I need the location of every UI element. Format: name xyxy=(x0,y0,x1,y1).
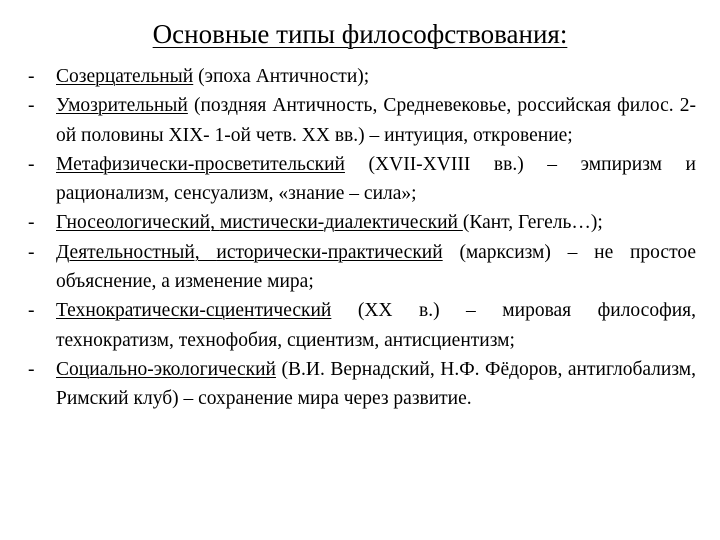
bullet-dash: - xyxy=(28,300,35,322)
slide-title: Основные типы философствования: xyxy=(152,19,568,49)
type-name: Технократически-сциентический xyxy=(56,300,332,322)
bullet-dash: - xyxy=(28,95,35,117)
bullet-dash: - xyxy=(28,358,35,380)
list-item-text xyxy=(56,91,696,150)
type-description: (эпоха Античности); xyxy=(193,66,370,87)
list-item xyxy=(0,238,720,297)
list-item-text xyxy=(56,62,696,91)
type-description: (поздняя Античность, Средневековье, российская филос. 2-ой половины XIX- 1-ой четв. XX вв.) – интуиция, откровение; xyxy=(56,95,696,146)
type-name: Созерцательный xyxy=(56,66,194,87)
type-name: Деятельностный, xyxy=(56,241,217,263)
list-item-text xyxy=(56,355,696,414)
type-name: Умозрительный xyxy=(56,95,188,117)
list-item-text xyxy=(56,296,696,355)
bullet-dash: - xyxy=(28,66,35,87)
list-item xyxy=(0,208,720,237)
bullet-dash: - xyxy=(28,241,35,263)
list-item xyxy=(0,62,720,91)
list-item-text xyxy=(56,208,696,237)
type-name: Метафизически-просветительский xyxy=(56,153,345,175)
list-item-text xyxy=(56,238,696,297)
bullet-dash: - xyxy=(28,153,35,175)
type-name: Социально-экологический xyxy=(56,358,276,380)
list-item xyxy=(0,91,720,150)
list-item xyxy=(0,355,720,414)
type-name: Гносеологический, xyxy=(56,212,220,234)
type-name-secondary: исторически-практический xyxy=(216,241,443,263)
bullet-dash: - xyxy=(28,212,35,234)
type-description: (Кант, Гегель…); xyxy=(462,212,603,234)
type-description: (XVII-XVIII вв.) – эмпиризм и рационализм, сенсуализм, «знание – сила»; xyxy=(56,153,696,205)
type-description: (XX в.) – мировая философия, технократизм, технофобия, сциентизм, антисциентизм; xyxy=(56,300,696,351)
list-item xyxy=(0,150,720,209)
philosophy-types-list xyxy=(0,62,720,414)
type-name-secondary: мистически-диалектический xyxy=(219,212,463,234)
type-description: (В.И. Вернадский, Н.Ф. Фёдоров, антиглобализм, Римский клуб) – сохранение мира через развитие. xyxy=(56,358,696,410)
list-item-text xyxy=(56,150,696,209)
type-description: (марксизм) – не простое объяснение, а изменение мира; xyxy=(56,241,696,293)
list-item xyxy=(0,296,720,355)
